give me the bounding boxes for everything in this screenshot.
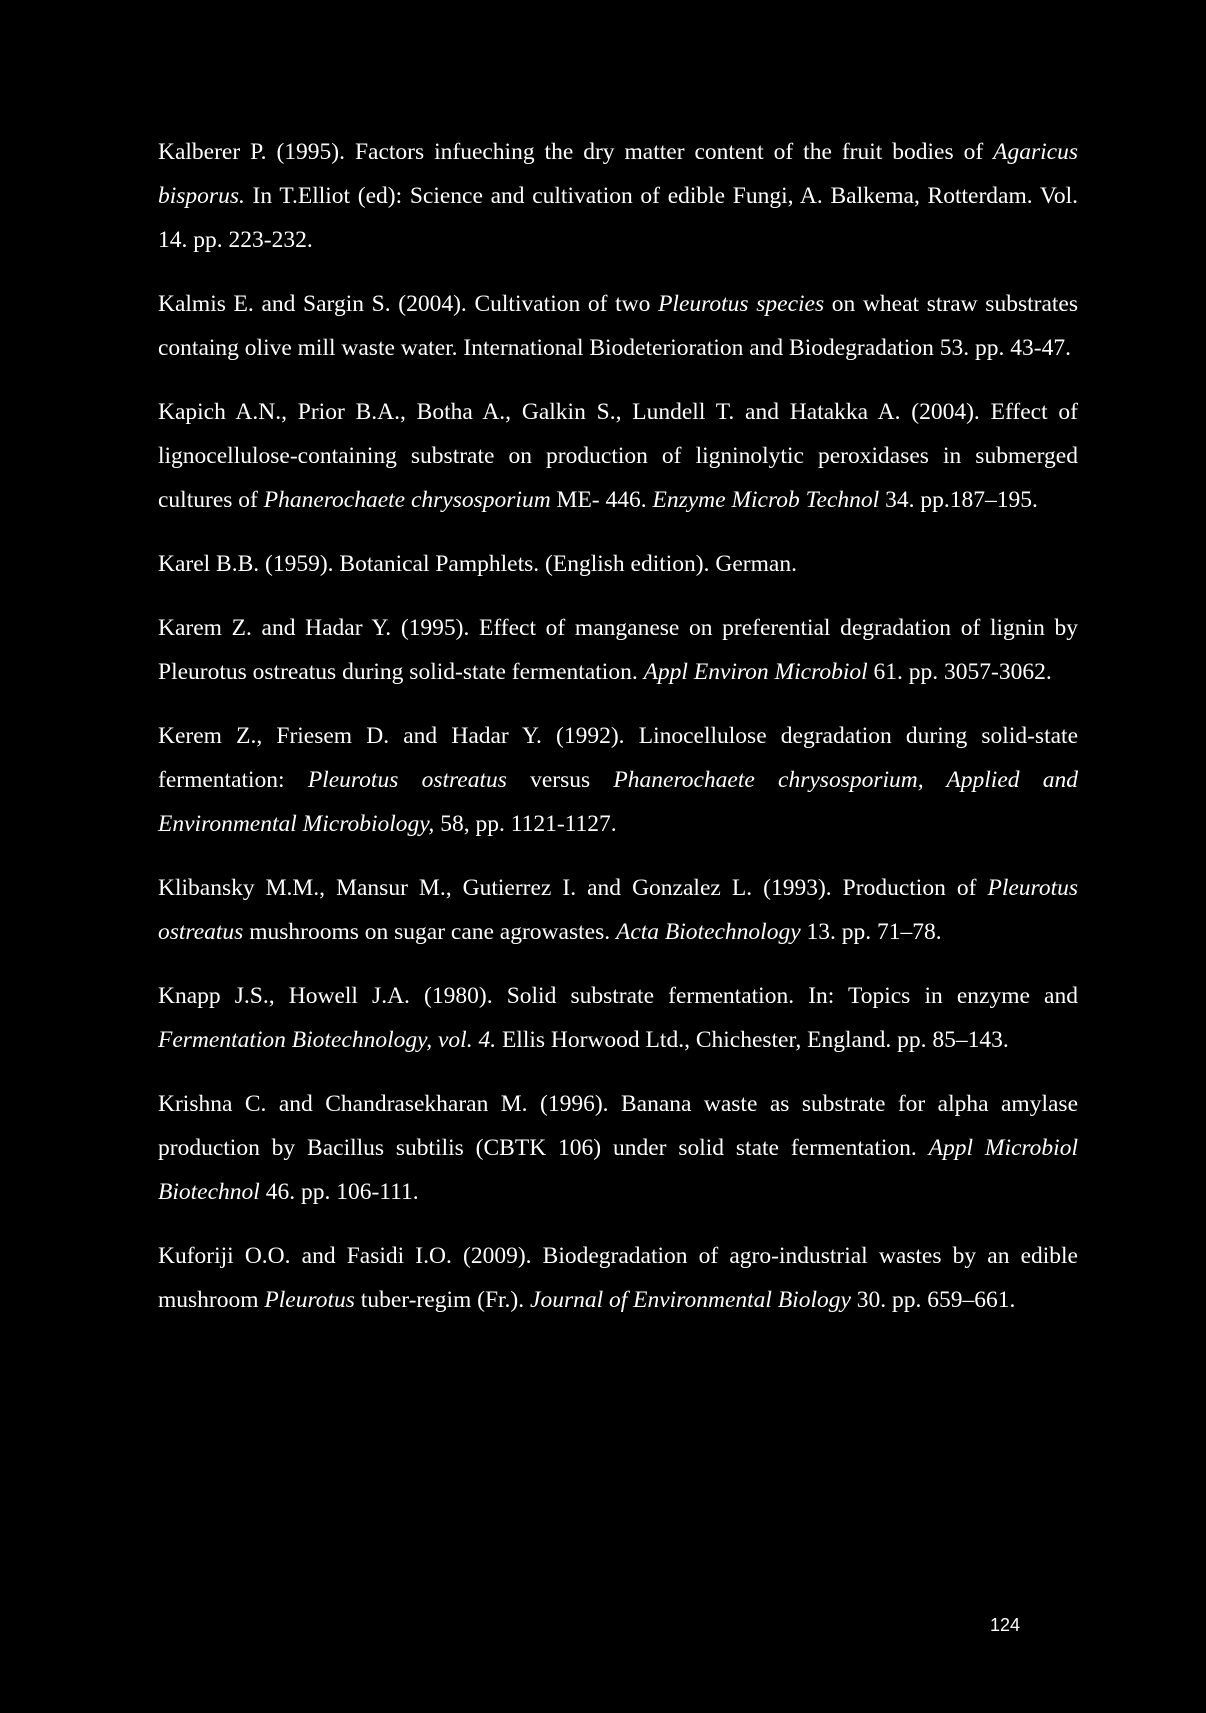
italic-text: Pleurotus ostreatus (158, 875, 1078, 945)
reference-entry (158, 542, 1078, 586)
page-number: 124 (990, 1615, 1021, 1635)
italic-text: Pleurotus (264, 1287, 355, 1313)
reference-entry (158, 606, 1078, 694)
reference-text: Kerem Z., Friesem D. and Hadar Y. (1992). Linocellulose degradation during solid-state fermentation: (158, 723, 1078, 793)
reference-text: on wheat straw substrates containg olive mill waste water. International Biodeterioration and Biodegradation 53. pp. 43-47. (158, 291, 1078, 361)
italic-text: Fermentation Biotechnology, vol. 4. (158, 1027, 497, 1053)
reference-entry (158, 130, 1078, 262)
reference-text: 46. pp. 106-111. (259, 1179, 419, 1205)
reference-entry (158, 1234, 1078, 1322)
reference-text: In T.Elliot (ed): Science and cultivation of edible Fungi, A. Balkema, Rotterdam. Vol. 14. pp. 223-232. (158, 183, 1078, 253)
reference-list (158, 130, 1078, 1342)
reference-text: Kalberer P. (1995). Factors infueching the dry matter content of the fruit bodies of (158, 139, 994, 165)
reference-entry (158, 1082, 1078, 1214)
reference-entry (158, 974, 1078, 1062)
reference-text: 13. pp. 71–78. (800, 919, 942, 945)
reference-text: Karel B.B. (1959). Botanical Pamphlets. (English edition). German. (158, 551, 797, 577)
italic-text: Pleurotus ostreatus (307, 767, 507, 793)
reference-text: tuber-regim (Fr.). (354, 1287, 531, 1313)
reference-text: Knapp J.S., Howell J.A. (1980). Solid substrate fermentation. In: Topics in enzyme and (158, 983, 1078, 1009)
reference-text: 30. pp. 659–661. (850, 1287, 1016, 1313)
reference-text: ME- 446. (550, 487, 653, 513)
reference-text: Ellis Horwood Ltd., Chichester, England. pp. 85–143. (496, 1027, 1009, 1053)
reference-text: Kalmis E. and Sargin S. (2004). Cultivation of two (158, 291, 659, 317)
reference-entry (158, 282, 1078, 370)
italic-text: Journal of Environmental Biology (530, 1287, 851, 1313)
italic-text: Appl Microbiol Biotechnol (158, 1135, 1078, 1205)
italic-text: Appl Environ Microbiol (643, 659, 868, 685)
italic-text: Pleurotus species (658, 291, 825, 317)
italic-text: Agaricus bisporus. (158, 139, 1078, 209)
reference-text: mushrooms on sugar cane agrowastes. (243, 919, 616, 945)
italic-text: Phanerochaete chrysosporium (263, 487, 551, 513)
reference-text: Krishna C. and Chandrasekharan M. (1996). Banana waste as substrate for alpha amylase production by Bacillus subtilis (CBTK 106) under solid state fermentation. (158, 1091, 1078, 1161)
reference-text: Karem Z. and Hadar Y. (1995). Effect of manganese on preferential degradation of lignin by Pleurotus ostreatus during solid-state fermentation. (158, 615, 1078, 685)
reference-entry (158, 714, 1078, 846)
reference-entry (158, 390, 1078, 522)
reference-text: versus (506, 767, 614, 793)
reference-text: 61. pp. 3057-3062. (867, 659, 1052, 685)
reference-text: Klibansky M.M., Mansur M., Gutierrez I. and Gonzalez L. (1993). Production of (158, 875, 988, 901)
reference-text: 58, pp. 1121-1127. (434, 811, 617, 837)
italic-text: Enzyme Microb Technol (652, 487, 880, 513)
reference-text: Kuforiji O.O. and Fasidi I.O. (2009). Biodegradation of agro-industrial wastes by an edible mushroom (158, 1243, 1078, 1313)
italic-text: Acta Biotechnology (615, 919, 801, 945)
reference-entry (158, 866, 1078, 954)
reference-text: 34. pp.187–195. (879, 487, 1038, 513)
italic-text: Phanerochaete chrysosporium, Applied and Environmental Microbiology, (158, 767, 1078, 837)
reference-text: Kapich A.N., Prior B.A., Botha A., Galkin S., Lundell T. and Hatakka A. (2004). Effect of lignocellulose-containing substrate on production of ligninolytic peroxidases in submerged cultures of (158, 399, 1078, 513)
